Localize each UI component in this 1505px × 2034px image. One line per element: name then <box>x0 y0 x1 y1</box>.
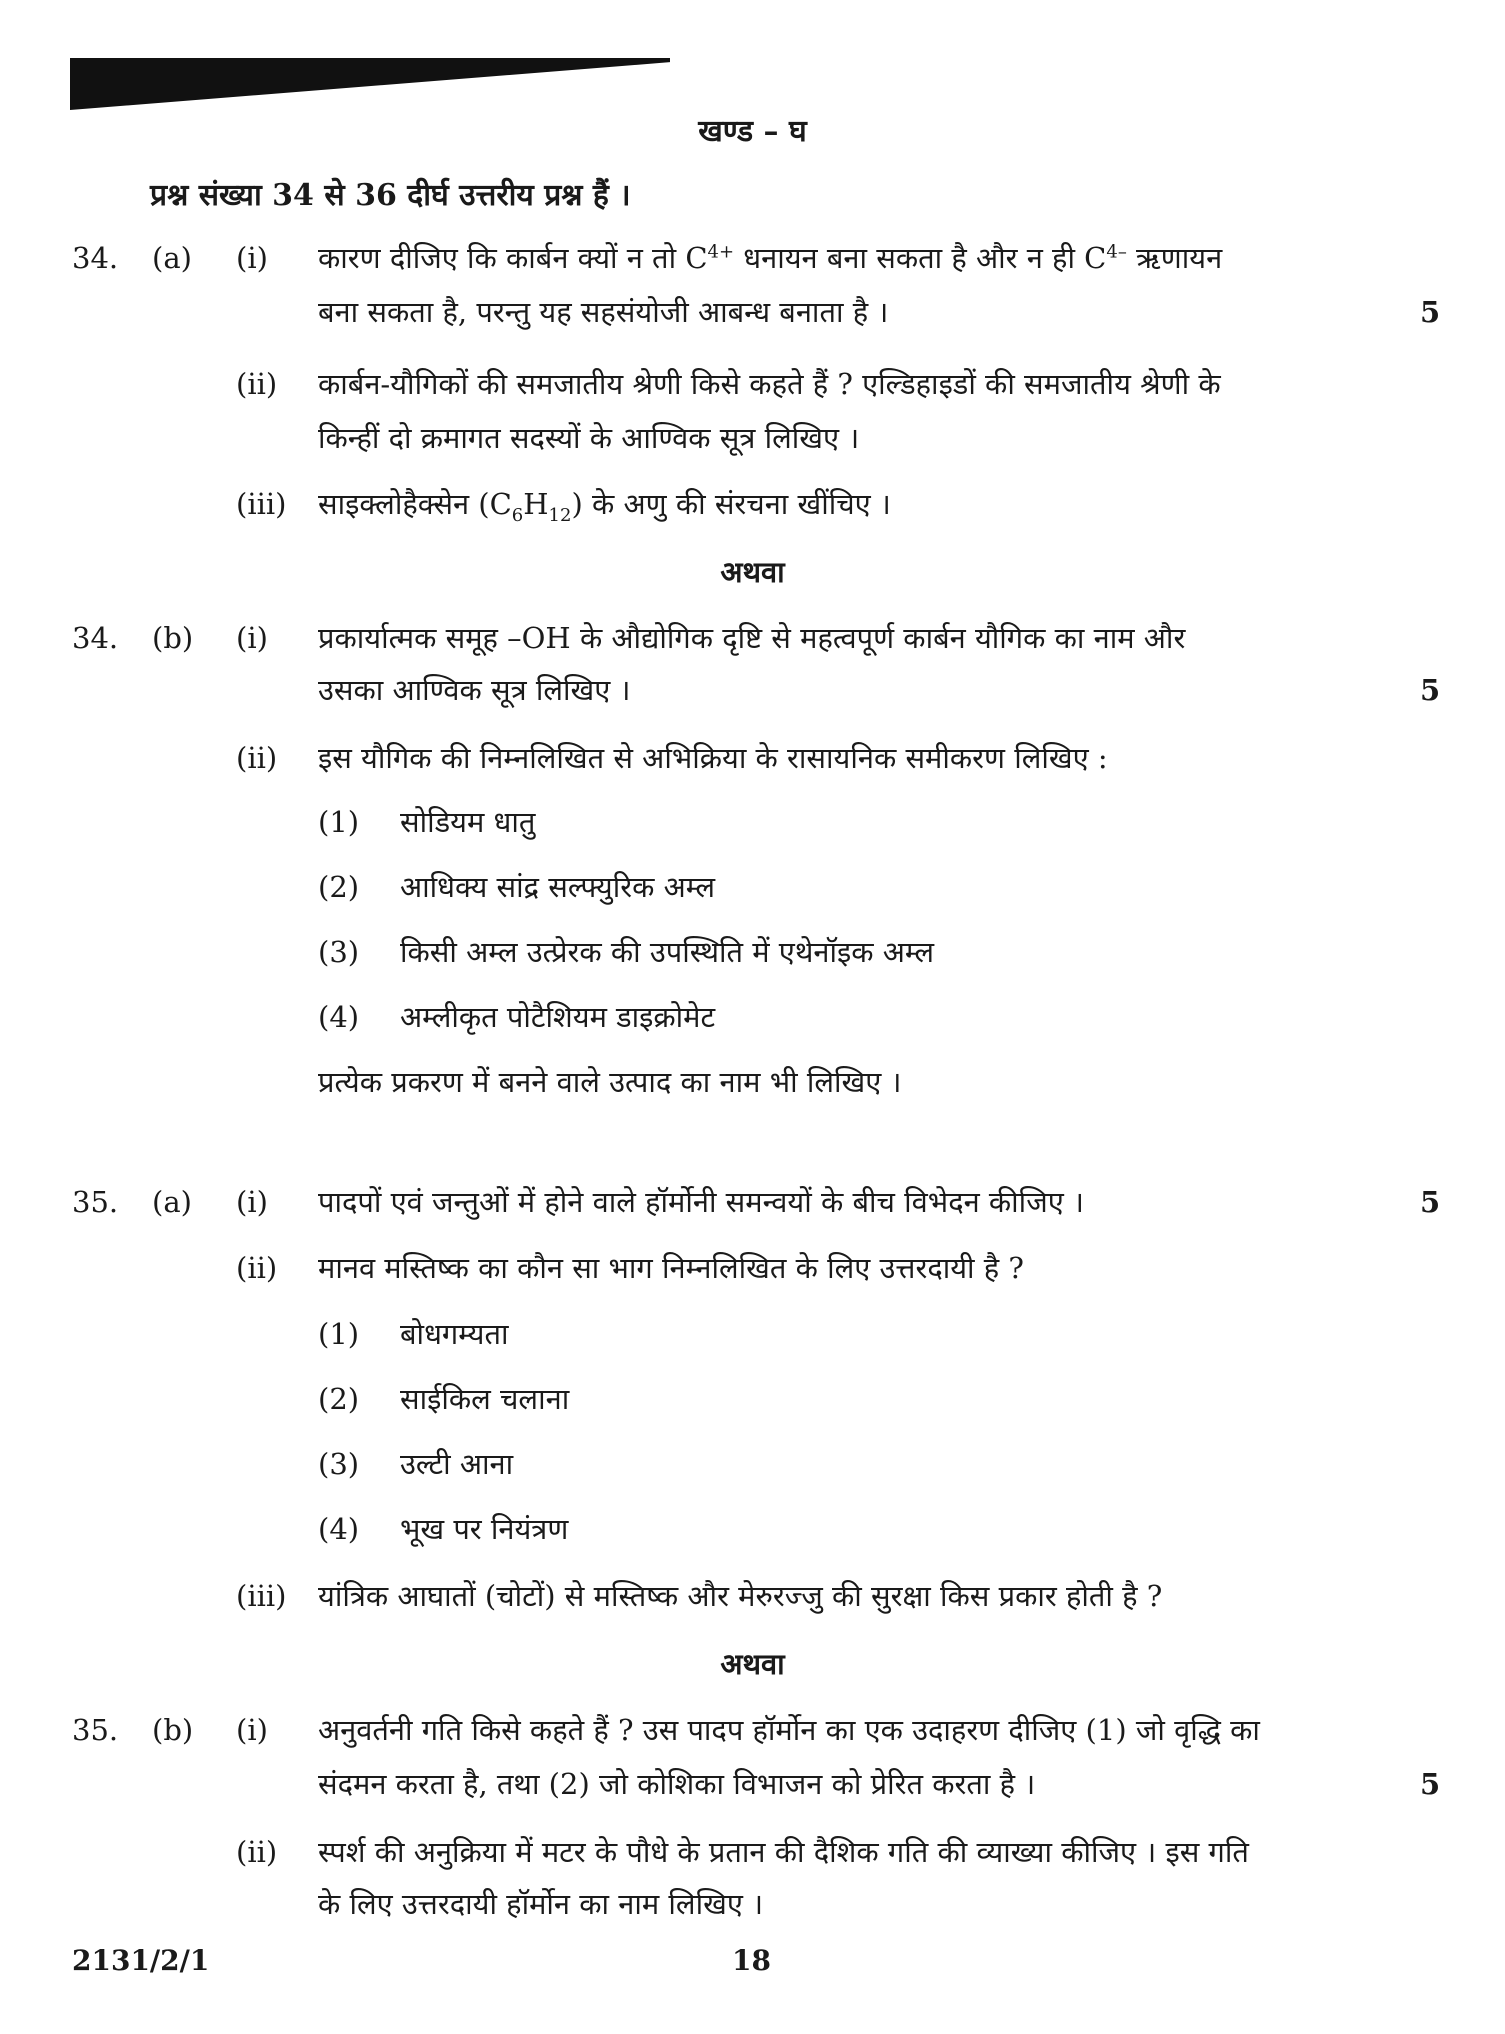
marks-34b: 5 <box>1420 673 1441 707</box>
question-34b-i-line1: प्रकार्यात्मक समूह –OH के औद्योगिक दृष्टि से महत्वपूर्ण कार्बन यौगिक का नाम और <box>318 621 1186 655</box>
section-instruction: प्रश्न संख्या 34 से 36 दीर्घ उत्तरीय प्रश्न हैं । <box>150 178 631 213</box>
subpart-label-34b-i: (i) <box>236 621 268 655</box>
question-35b-ii-line2: के लिए उत्तरदायी हॉर्मोन का नाम लिखिए । <box>318 1887 764 1921</box>
list-item-text: उल्टी आना <box>400 1447 514 1481</box>
subpart-label-35a-iii: (iii) <box>236 1579 287 1613</box>
subpart-label-35a-i: (i) <box>236 1185 268 1219</box>
list-item-text: बोधगम्यता <box>400 1317 509 1351</box>
question-part-35b: (b) <box>152 1713 194 1747</box>
list-item-label: (1) <box>318 805 360 839</box>
question-part-34a: (a) <box>152 241 192 275</box>
subpart-label-35b-ii: (ii) <box>236 1835 278 1869</box>
question-number-35a: 35. <box>72 1185 119 1219</box>
q34a-iii-subscript-1: 6 <box>511 504 524 526</box>
q34a-iii-text-c: ) के अणु की संरचना खींचिए । <box>571 487 891 521</box>
q34a-i-superscript-2: 4– <box>1106 241 1127 263</box>
question-35a-ii-line1: मानव मस्तिष्क का कौन सा भाग निम्नलिखित के लिए उत्तरदायी है ? <box>318 1251 1024 1285</box>
question-35b-ii-line1: स्पर्श की अनुक्रिया में मटर के पौधे के प्रतान की दैशिक गति की व्याख्या कीजिए । इस गति <box>318 1835 1249 1869</box>
or-divider-2: अथवा <box>720 1647 785 1681</box>
list-item-text: अम्लीकृत पोटैशियम डाइक्रोमेट <box>400 1000 716 1034</box>
question-34b-ii-line1: इस यौगिक की निम्नलिखित से अभिक्रिया के रासायनिक समीकरण लिखिए : <box>318 741 1108 775</box>
subpart-label-35a-ii: (ii) <box>236 1251 278 1285</box>
list-item-text: भूख पर नियंत्रण <box>400 1512 569 1546</box>
list-item-label: (1) <box>318 1317 360 1351</box>
q34a-i-text-b: धनायन बना सकता है और न ही C <box>734 241 1107 275</box>
list-item-text: साईकिल चलाना <box>400 1382 570 1416</box>
question-35a-i-line1: पादपों एवं जन्तुओं में होने वाले हॉर्मोनी समन्वयों के बीच विभेदन कीजिए । <box>318 1185 1084 1219</box>
question-34a-i-line2: बना सकता है, परन्तु यह सहसंयोजी आबन्ध बनाता है । <box>318 295 889 329</box>
question-35b-i-line1: अनुवर्तनी गति किसे कहते हैं ? उस पादप हॉर्मोन का एक उदाहरण दीजिए (1) जो वृद्धि का <box>318 1713 1260 1747</box>
q34a-iii-subscript-2: 12 <box>548 504 572 526</box>
q34a-iii-text-b: H <box>523 487 549 521</box>
q34a-i-superscript-1: 4+ <box>707 241 735 263</box>
subpart-label-34b-ii: (ii) <box>236 741 278 775</box>
question-34a-iii <box>318 484 891 524</box>
question-34a-ii-line1: कार्बन-यौगिकों की समजातीय श्रेणी किसे कहते हैं ? एल्डिहाइडों की समजातीय श्रेणी के <box>318 367 1221 401</box>
question-35a-iii-line1: यांत्रिक आघातों (चोटों) से मस्तिष्क और मेरुरज्जु की सुरक्षा किस प्रकार होती है ? <box>318 1579 1163 1613</box>
question-34b-i-line2: उसका आण्विक सूत्र लिखिए । <box>318 673 631 707</box>
list-item-text: सोडियम धातु <box>400 805 536 839</box>
page-number: 18 <box>732 1944 771 1977</box>
question-35b-i-line2: संदमन करता है, तथा (2) जो कोशिका विभाजन को प्रेरित करता है । <box>318 1767 1036 1801</box>
question-part-35a: (a) <box>152 1185 192 1219</box>
list-item-label: (2) <box>318 1382 360 1416</box>
list-item-text: किसी अम्ल उत्प्रेरक की उपस्थिति में एथेनॉइक अम्ल <box>400 935 935 969</box>
q34a-i-text-a: कारण दीजिए कि कार्बन क्यों न तो C <box>318 241 708 275</box>
paper-code: 2131/2/1 <box>72 1944 210 1977</box>
marks-35b: 5 <box>1420 1767 1441 1801</box>
or-divider-1: अथवा <box>720 555 785 589</box>
subpart-label-35b-i: (i) <box>236 1713 268 1747</box>
question-34a-i-line1 <box>318 238 1222 278</box>
subpart-label-34a-iii: (iii) <box>236 487 287 521</box>
list-item-label: (4) <box>318 1512 360 1546</box>
marks-35a: 5 <box>1420 1185 1441 1219</box>
list-item-label: (4) <box>318 1000 360 1034</box>
list-item-label: (2) <box>318 870 360 904</box>
q34a-i-text-c: ऋणायन <box>1126 241 1223 275</box>
header-black-bar <box>70 58 670 110</box>
question-number-35b: 35. <box>72 1713 119 1747</box>
question-number-34b: 34. <box>72 621 119 655</box>
question-part-34b: (b) <box>152 621 194 655</box>
section-title: खण्ड – घ <box>698 114 807 149</box>
subpart-label-34a-i: (i) <box>236 241 268 275</box>
question-34a-ii-line2: किन्हीं दो क्रमागत सदस्यों के आण्विक सूत्र लिखिए । <box>318 421 860 455</box>
question-34b-closing: प्रत्येक प्रकरण में बनने वाले उत्पाद का नाम भी लिखिए । <box>318 1065 902 1099</box>
question-number-34a: 34. <box>72 241 119 275</box>
marks-34a: 5 <box>1420 295 1441 329</box>
list-item-label: (3) <box>318 1447 360 1481</box>
list-item-label: (3) <box>318 935 360 969</box>
subpart-label-34a-ii: (ii) <box>236 367 278 401</box>
list-item-text: आधिक्य सांद्र सल्फ्युरिक अम्ल <box>400 870 715 904</box>
q34a-iii-text-a: साइक्लोहैक्सेन (C <box>318 487 512 521</box>
